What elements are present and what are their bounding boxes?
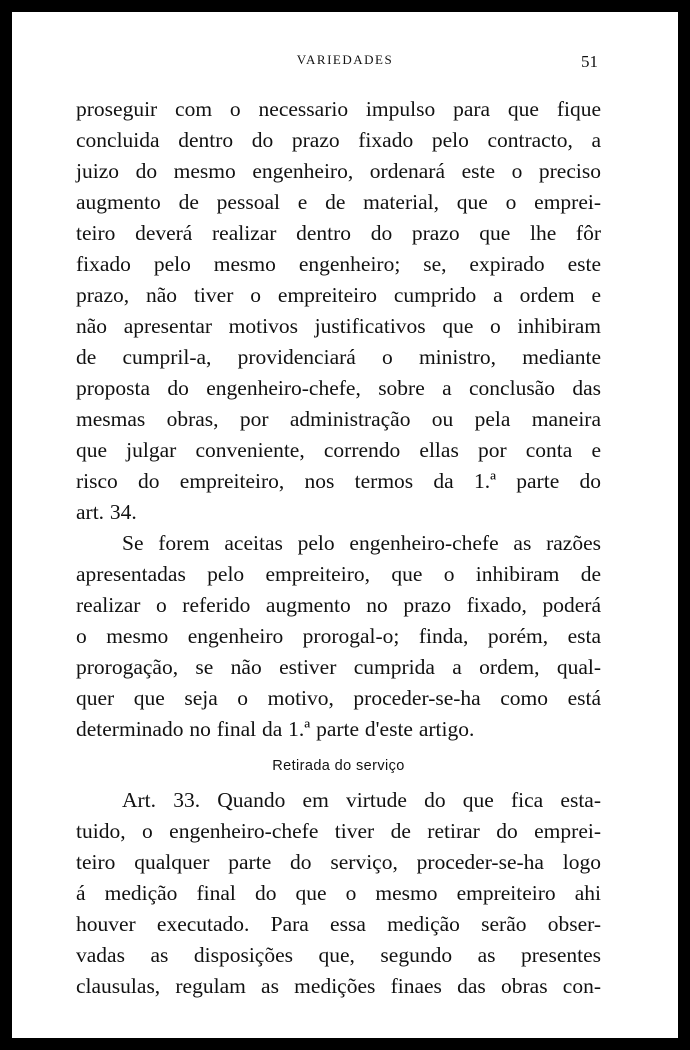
text-line: tuido, o engenheiro-chefe tiver de retirar do emprei-: [76, 819, 601, 843]
text-line: mesmas obras, por administração ou pela maneira: [76, 407, 601, 431]
text-line: prazo, não tiver o empreiteiro cumprido a ordem e: [76, 283, 601, 307]
text-line: proseguir com o necessario impulso para que fique: [76, 97, 601, 121]
text-line: não apresentar motivos justificativos que o inhibiram: [76, 314, 601, 338]
text-line: Se forem aceitas pelo engenheiro-chefe as razões: [122, 531, 601, 555]
text-line: teiro deverá realizar dentro do prazo que lhe fôr: [76, 221, 601, 245]
text-line: houver executado. Para essa medição serão obser-: [76, 912, 601, 936]
book-page: [12, 12, 678, 1038]
section-title: Retirada do serviço: [272, 758, 405, 774]
text-line: clausulas, regulam as medições finaes das obras con-: [76, 974, 601, 998]
text-line: juizo do mesmo engenheiro, ordenará este o preciso: [76, 159, 601, 183]
text-line: realizar o referido augmento no prazo fixado, poderá: [76, 593, 601, 617]
paragraph-continuation: [76, 94, 601, 528]
text-line: de cumpril-a, providenciará o ministro, mediante: [76, 345, 601, 369]
text-line: teiro qualquer parte do serviço, proceder-se-ha logo: [76, 850, 601, 874]
text-line: augmento de pessoal e de material, que o emprei-: [76, 190, 601, 214]
paragraph-article-33: [76, 785, 601, 1002]
text-line: quer que seja o motivo, proceder-se-ha como está: [76, 686, 601, 710]
body-text: [76, 94, 601, 1002]
text-line: proposta do engenheiro-chefe, sobre a conclusão das: [76, 376, 601, 400]
text-line: apresentadas pelo empreiteiro, que o inhibiram de: [76, 562, 601, 586]
running-title: VARIEDADES: [296, 52, 394, 67]
text-line: vadas as disposições que, segundo as presentes: [76, 943, 601, 967]
paragraph-razoes: [76, 528, 601, 745]
text-line: á medição final do que o mesmo empreiteiro ahi: [76, 881, 601, 905]
text-line: concluida dentro do prazo fixado pelo contracto, a: [76, 128, 601, 152]
page-number: 51: [581, 52, 598, 71]
text-line: art. 34.: [76, 500, 137, 524]
text-line: risco do empreiteiro, nos termos da 1.ª parte do: [76, 469, 601, 493]
page-header: [12, 50, 678, 78]
text-line: fixado pelo mesmo engenheiro; se, expirado este: [76, 252, 601, 276]
text-line: o mesmo engenheiro prorogal-o; finda, porém, esta: [76, 624, 601, 648]
text-line: determinado no final da 1.ª parte d'este artigo.: [76, 717, 475, 741]
text-line: Art. 33. Quando em virtude do que fica esta-: [122, 788, 601, 812]
text-line: prorogação, se não estiver cumprida a ordem, qual-: [76, 655, 601, 679]
text-line: que julgar conveniente, correndo ellas por conta e: [76, 438, 601, 462]
